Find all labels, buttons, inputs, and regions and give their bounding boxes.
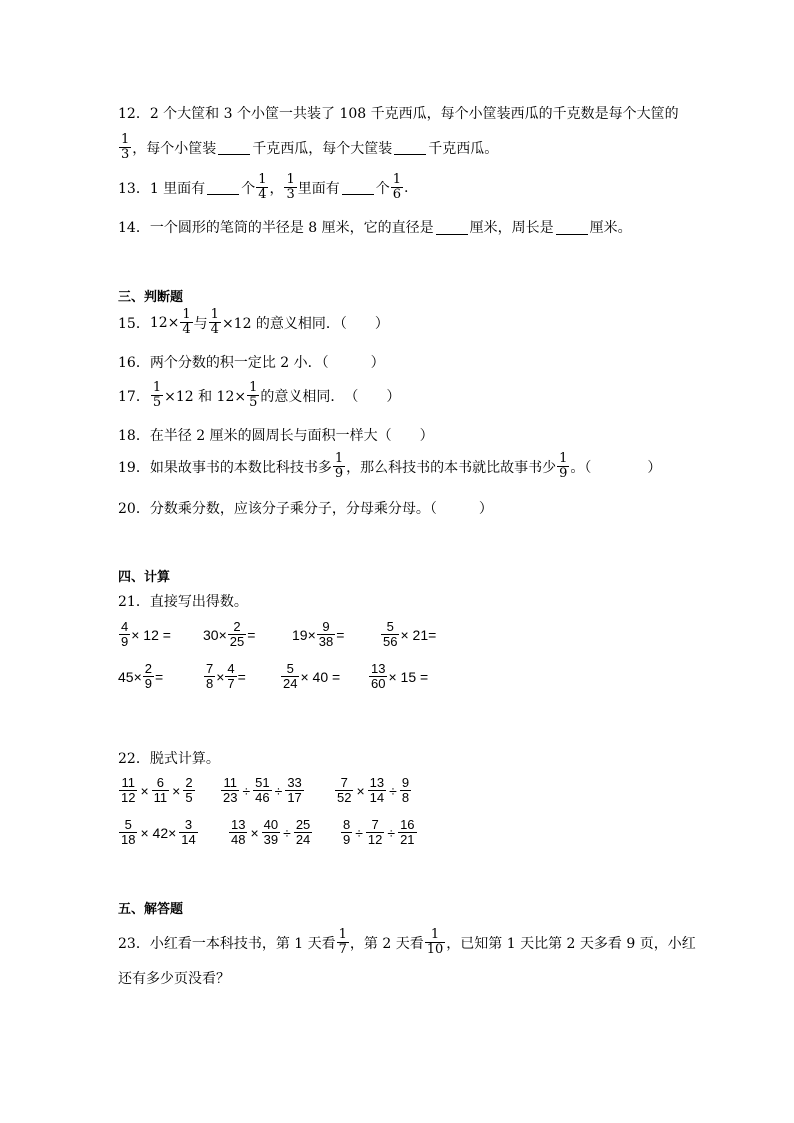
fraction: $\frac{1}{7}$ <box>338 927 347 957</box>
fraction: $\frac{33}{17}$ <box>287 775 302 805</box>
question-text: 。（ ） <box>570 459 662 476</box>
question-text: 两个分数的积一定比 2 小．（ ） <box>149 355 385 371</box>
answer-blank[interactable] <box>207 180 239 195</box>
fraction: $\frac{9}{8}$ <box>401 775 410 805</box>
fraction: $\frac{6}{11}$ <box>153 775 168 805</box>
question-number: 13． <box>118 180 150 197</box>
calc-item <box>334 776 412 805</box>
calc-item <box>228 818 313 847</box>
calc-item <box>340 818 418 847</box>
question-text: 千克西瓜，每个大筐装 <box>252 140 393 157</box>
question-21 <box>118 591 248 611</box>
calc-item <box>292 620 344 649</box>
calc-item <box>118 662 163 691</box>
fraction: $\frac{4}{9}$ <box>121 619 129 649</box>
question-15 <box>118 308 389 337</box>
question-number: 18． <box>118 428 150 444</box>
question-text: 厘米。 <box>589 220 632 236</box>
question-text: 2 个大筐和 3 个小筐一共装了 108 千克西瓜，每个小筐装西瓜的千克数是每个大筐的 <box>149 106 679 122</box>
question-text: . <box>404 179 409 196</box>
question-number: 16． <box>118 355 150 371</box>
expression-text: × 21= <box>400 626 437 643</box>
question-number: 12． <box>118 106 150 122</box>
expression-text: = <box>154 668 164 685</box>
question-text: ，已知第 1 天比第 2 天多看 9 页，小红 <box>446 935 696 952</box>
question-17 <box>118 381 400 410</box>
question-text: 在半径 2 厘米的圆周长与面积一样大（ ） <box>149 428 434 444</box>
calc-item <box>118 776 196 805</box>
answer-blank[interactable] <box>436 220 468 235</box>
answer-blank[interactable] <box>218 140 250 155</box>
fraction: $\frac{40}{39}$ <box>263 817 279 847</box>
question-23-line1 <box>118 928 696 957</box>
expression-text: × <box>216 668 225 685</box>
fraction: $\frac{3}{14}$ <box>181 817 196 847</box>
question-text: 的意义相同． （ ） <box>260 388 401 405</box>
question-text: ，每个小筐装 <box>132 140 217 157</box>
question-20 <box>118 498 493 518</box>
fraction: $\frac{2}{5}$ <box>185 775 193 805</box>
question-text: 12× <box>149 314 180 331</box>
fraction: $\frac{1}{5}$ <box>152 380 162 410</box>
calc-item <box>118 620 171 649</box>
question-number: 17． <box>118 388 150 405</box>
fraction: $\frac{9}{38}$ <box>318 619 334 649</box>
question-number: 23． <box>118 935 150 952</box>
question-text: 如果故事书的本数比科技书多 <box>149 459 332 476</box>
answer-blank[interactable] <box>394 140 426 155</box>
operator: ÷ <box>355 824 363 841</box>
question-18 <box>118 425 434 445</box>
fraction: $\frac{51}{46}$ <box>255 775 270 805</box>
question-text: 里面有 <box>297 180 340 197</box>
fraction: $\frac{13}{48}$ <box>231 817 246 847</box>
fraction: $\frac{5}{18}$ <box>121 817 136 847</box>
question-text: 直接写出得数。 <box>149 594 248 610</box>
question-text: 小红看一本科技书，第 1 天看 <box>149 935 336 952</box>
operator: ÷ <box>283 824 291 841</box>
operator: × <box>172 782 181 799</box>
fraction: $\frac{1}{4}$ <box>210 307 219 337</box>
calc-item <box>380 620 436 649</box>
fraction: $\frac{1}{5}$ <box>249 380 258 410</box>
operator: × 42× <box>140 824 177 841</box>
fraction: $\frac{7}{12}$ <box>367 817 383 847</box>
question-number: 15． <box>118 315 150 332</box>
question-number: 20． <box>118 501 150 517</box>
fraction: $\frac{25}{24}$ <box>295 817 311 847</box>
question-23-line2 <box>118 968 230 988</box>
question-text: 分数乘分数，应该分子乘分子，分母乘分母。（ ） <box>149 501 493 517</box>
question-text: 个 <box>241 180 256 197</box>
fraction: $\frac{8}{9}$ <box>343 817 351 847</box>
expression-text: × 12 = <box>131 626 171 643</box>
operator: ÷ <box>389 782 397 799</box>
expression-text: 30× <box>203 626 227 643</box>
expression-text: = <box>237 668 246 685</box>
question-16 <box>118 352 385 372</box>
answer-blank[interactable] <box>556 220 588 235</box>
section-heading-judgement: 三、判断题 <box>118 290 184 305</box>
operator: ÷ <box>274 782 283 799</box>
answer-blank[interactable] <box>342 180 374 195</box>
expression-text: × 15 = <box>388 668 429 685</box>
fraction: $\frac{13}{14}$ <box>369 775 385 805</box>
expression-text: 19× <box>292 626 316 643</box>
question-13 <box>118 173 408 202</box>
fraction: $\frac{1}{3}$ <box>286 172 295 202</box>
calc-item <box>118 818 199 847</box>
question-text: 一个圆形的笔筒的半径是 8 厘米，它的直径是 <box>149 220 434 236</box>
operator: × <box>140 782 149 799</box>
question-text: ，第 2 天看 <box>349 935 424 952</box>
question-text: ×12 和 12× <box>164 388 247 405</box>
operator: × <box>250 824 259 841</box>
question-text: ，那么科技书的本书就比故事书少 <box>346 459 557 476</box>
question-text: ， <box>269 180 284 197</box>
fraction: $\frac{4}{7}$ <box>227 661 235 691</box>
calc-item <box>203 662 246 691</box>
question-12-line2 <box>118 133 498 162</box>
question-14 <box>118 217 632 237</box>
question-12-line1 <box>118 103 679 123</box>
fraction: $\frac{16}{21}$ <box>400 817 415 847</box>
operator: ÷ <box>387 824 396 841</box>
question-number: 22． <box>118 751 150 767</box>
question-text: 还有多少页没看？ <box>118 971 230 987</box>
question-text: 1 里面有 <box>149 180 206 197</box>
section-heading-calculation: 四、计算 <box>118 570 171 585</box>
fraction: $\frac{1}{6}$ <box>392 172 402 202</box>
fraction: $\frac{1}{9}$ <box>334 451 344 481</box>
operator: × <box>356 782 365 799</box>
fraction: $\frac{1}{9}$ <box>559 451 568 481</box>
fraction: $\frac{2}{9}$ <box>144 661 152 691</box>
question-text: 千克西瓜。 <box>428 140 499 157</box>
operator: ÷ <box>242 782 251 799</box>
question-text: ×12 的意义相同．（ ） <box>221 315 389 332</box>
question-19 <box>118 452 661 481</box>
expression-text: × 40 = <box>300 668 341 685</box>
calc-item <box>220 776 305 805</box>
question-number: 19． <box>118 459 150 476</box>
question-text: 厘米，周长是 <box>469 220 554 236</box>
fraction: $\frac{7}{52}$ <box>337 775 352 805</box>
calc-item <box>203 620 255 649</box>
section-heading-answer: 五、解答题 <box>118 902 184 917</box>
question-text: 与 <box>193 315 208 332</box>
fraction: $\frac{13}{60}$ <box>371 661 386 691</box>
fraction: $\frac{7}{8}$ <box>206 661 214 691</box>
question-text: 脱式计算。 <box>149 751 220 767</box>
fraction: $\frac{1}{4}$ <box>258 172 267 202</box>
question-number: 14． <box>118 220 150 236</box>
fraction: $\frac{5}{56}$ <box>383 619 398 649</box>
calc-item <box>280 662 340 691</box>
fraction: $\frac{1}{4}$ <box>182 307 191 337</box>
question-22 <box>118 748 220 768</box>
fraction: $\frac{11}{12}$ <box>121 775 136 805</box>
expression-text: = <box>247 626 256 643</box>
expression-text: = <box>336 626 345 643</box>
expression-text: 45× <box>118 668 142 685</box>
fraction: $\frac{11}{23}$ <box>223 775 238 805</box>
fraction: $\frac{1}{10}$ <box>426 927 444 957</box>
calc-item <box>368 662 428 691</box>
question-text: 个 <box>375 180 390 197</box>
fraction: $\frac{2}{25}$ <box>229 619 245 649</box>
question-number: 21． <box>118 594 150 610</box>
fraction: $\frac{1}{3}$ <box>121 132 130 162</box>
fraction: $\frac{5}{24}$ <box>283 661 298 691</box>
